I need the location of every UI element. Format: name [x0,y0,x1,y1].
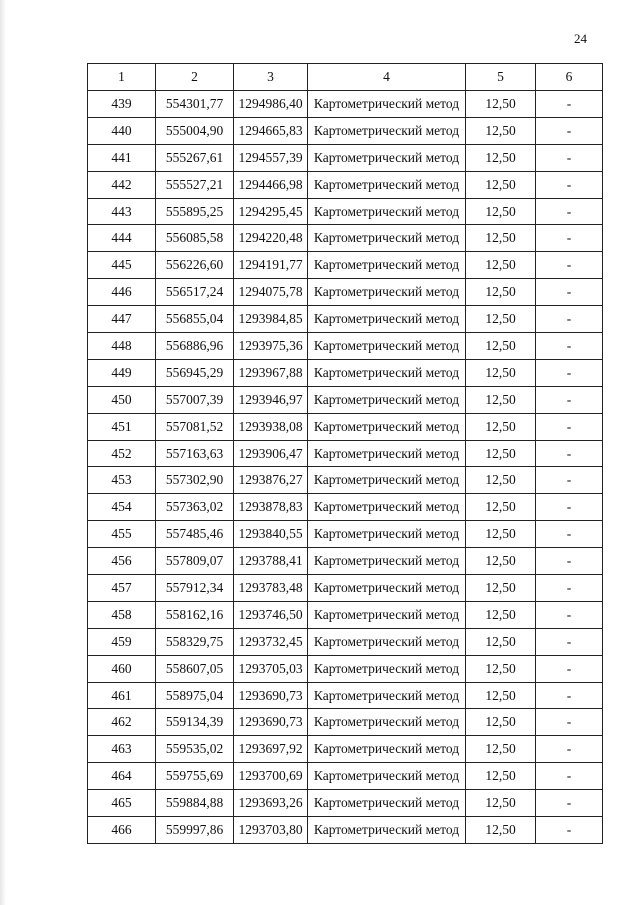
x-coordinate-cell: 557081,52 [156,413,234,440]
method-cell: Картометрический метод [308,763,466,790]
point-number-cell: 465 [88,790,156,817]
accuracy-cell: 12,50 [466,306,536,333]
method-cell: Картометрический метод [308,709,466,736]
point-number-cell: 442 [88,171,156,198]
x-coordinate-cell: 556226,60 [156,252,234,279]
note-cell: - [536,198,603,225]
point-number-cell: 461 [88,682,156,709]
table-row [88,601,603,628]
y-coordinate-cell: 1294191,77 [234,252,308,279]
note-cell: - [536,440,603,467]
point-number-cell: 463 [88,736,156,763]
method-cell: Картометрический метод [308,440,466,467]
y-coordinate-cell: 1293938,08 [234,413,308,440]
accuracy-cell: 12,50 [466,628,536,655]
method-cell: Картометрический метод [308,279,466,306]
note-cell: - [536,628,603,655]
y-coordinate-cell: 1293746,50 [234,601,308,628]
note-cell: - [536,790,603,817]
note-cell: - [536,521,603,548]
point-number-cell: 441 [88,144,156,171]
table-row [88,333,603,360]
method-cell: Картометрический метод [308,817,466,844]
x-coordinate-cell: 555267,61 [156,144,234,171]
y-coordinate-cell: 1294220,48 [234,225,308,252]
x-coordinate-cell: 557485,46 [156,521,234,548]
accuracy-cell: 12,50 [466,279,536,306]
point-number-cell: 443 [88,198,156,225]
y-coordinate-cell: 1294665,83 [234,117,308,144]
table-row [88,790,603,817]
method-cell: Картометрический метод [308,91,466,118]
note-cell: - [536,682,603,709]
method-cell: Картометрический метод [308,548,466,575]
point-number-cell: 447 [88,306,156,333]
accuracy-cell: 12,50 [466,494,536,521]
accuracy-cell: 12,50 [466,225,536,252]
method-cell: Картометрический метод [308,494,466,521]
accuracy-cell: 12,50 [466,575,536,602]
accuracy-cell: 12,50 [466,817,536,844]
method-cell: Картометрический метод [308,386,466,413]
x-coordinate-cell: 558607,05 [156,655,234,682]
method-cell: Картометрический метод [308,790,466,817]
note-cell: - [536,413,603,440]
y-coordinate-cell: 1293697,92 [234,736,308,763]
y-coordinate-cell: 1293690,73 [234,709,308,736]
accuracy-cell: 12,50 [466,144,536,171]
method-cell: Картометрический метод [308,467,466,494]
table-row [88,709,603,736]
point-number-cell: 449 [88,359,156,386]
note-cell: - [536,548,603,575]
note-cell: - [536,225,603,252]
x-coordinate-cell: 556855,04 [156,306,234,333]
table-row [88,521,603,548]
accuracy-cell: 12,50 [466,548,536,575]
table-header-row [88,64,603,91]
method-cell: Картометрический метод [308,682,466,709]
y-coordinate-cell: 1293705,03 [234,655,308,682]
x-coordinate-cell: 556085,58 [156,225,234,252]
table-row [88,494,603,521]
x-coordinate-cell: 557163,63 [156,440,234,467]
table-row [88,91,603,118]
table-row [88,817,603,844]
method-cell: Картометрический метод [308,198,466,225]
x-coordinate-cell: 558975,04 [156,682,234,709]
note-cell: - [536,306,603,333]
note-cell: - [536,467,603,494]
note-cell: - [536,171,603,198]
y-coordinate-cell: 1293703,80 [234,817,308,844]
method-cell: Картометрический метод [308,306,466,333]
accuracy-cell: 12,50 [466,763,536,790]
table-row [88,440,603,467]
y-coordinate-cell: 1294986,40 [234,91,308,118]
accuracy-cell: 12,50 [466,521,536,548]
method-cell: Картометрический метод [308,333,466,360]
table-row [88,359,603,386]
point-number-cell: 456 [88,548,156,575]
table-row [88,306,603,333]
point-number-cell: 439 [88,91,156,118]
table-row [88,467,603,494]
page-number: 24 [574,31,587,46]
point-number-cell: 464 [88,763,156,790]
note-cell: - [536,117,603,144]
note-cell: - [536,494,603,521]
x-coordinate-cell: 559997,86 [156,817,234,844]
method-cell: Картометрический метод [308,601,466,628]
x-coordinate-cell: 557363,02 [156,494,234,521]
y-coordinate-cell: 1293876,27 [234,467,308,494]
table-row [88,252,603,279]
accuracy-cell: 12,50 [466,171,536,198]
x-coordinate-cell: 556517,24 [156,279,234,306]
note-cell: - [536,601,603,628]
method-cell: Картометрический метод [308,628,466,655]
point-number-cell: 457 [88,575,156,602]
table-row [88,736,603,763]
x-coordinate-cell: 559535,02 [156,736,234,763]
x-coordinate-cell: 559134,39 [156,709,234,736]
table-row [88,144,603,171]
method-cell: Картометрический метод [308,575,466,602]
x-coordinate-cell: 558162,16 [156,601,234,628]
table-row [88,171,603,198]
table-row [88,575,603,602]
y-coordinate-cell: 1293783,48 [234,575,308,602]
table-row [88,413,603,440]
y-coordinate-cell: 1293693,26 [234,790,308,817]
point-number-cell: 462 [88,709,156,736]
table-row [88,117,603,144]
x-coordinate-cell: 554301,77 [156,91,234,118]
accuracy-cell: 12,50 [466,467,536,494]
y-coordinate-cell: 1293975,36 [234,333,308,360]
table-row [88,628,603,655]
accuracy-cell: 12,50 [466,601,536,628]
y-coordinate-cell: 1294075,78 [234,279,308,306]
method-cell: Картометрический метод [308,171,466,198]
point-number-cell: 453 [88,467,156,494]
accuracy-cell: 12,50 [466,709,536,736]
note-cell: - [536,763,603,790]
point-number-cell: 458 [88,601,156,628]
table-row [88,225,603,252]
point-number-cell: 466 [88,817,156,844]
header-cell-4: 4 [308,64,466,91]
y-coordinate-cell: 1294557,39 [234,144,308,171]
table-body [88,64,603,844]
y-coordinate-cell: 1293984,85 [234,306,308,333]
accuracy-cell: 12,50 [466,359,536,386]
point-number-cell: 454 [88,494,156,521]
note-cell: - [536,144,603,171]
note-cell: - [536,252,603,279]
point-number-cell: 460 [88,655,156,682]
point-number-cell: 446 [88,279,156,306]
method-cell: Картометрический метод [308,252,466,279]
note-cell: - [536,817,603,844]
table-row [88,655,603,682]
table-row [88,198,603,225]
note-cell: - [536,655,603,682]
y-coordinate-cell: 1293700,69 [234,763,308,790]
table-row [88,763,603,790]
method-cell: Картометрический метод [308,359,466,386]
x-coordinate-cell: 556886,96 [156,333,234,360]
point-number-cell: 452 [88,440,156,467]
header-cell-1: 1 [88,64,156,91]
x-coordinate-cell: 555004,90 [156,117,234,144]
accuracy-cell: 12,50 [466,790,536,817]
y-coordinate-cell: 1293788,41 [234,548,308,575]
method-cell: Картометрический метод [308,736,466,763]
accuracy-cell: 12,50 [466,655,536,682]
accuracy-cell: 12,50 [466,252,536,279]
y-coordinate-cell: 1293690,73 [234,682,308,709]
point-number-cell: 440 [88,117,156,144]
point-number-cell: 455 [88,521,156,548]
accuracy-cell: 12,50 [466,682,536,709]
point-number-cell: 459 [88,628,156,655]
header-cell-6: 6 [536,64,603,91]
point-number-cell: 444 [88,225,156,252]
method-cell: Картометрический метод [308,225,466,252]
x-coordinate-cell: 555895,25 [156,198,234,225]
accuracy-cell: 12,50 [466,440,536,467]
accuracy-cell: 12,50 [466,333,536,360]
note-cell: - [536,359,603,386]
y-coordinate-cell: 1293967,88 [234,359,308,386]
note-cell: - [536,91,603,118]
accuracy-cell: 12,50 [466,413,536,440]
table-row [88,682,603,709]
header-cell-2: 2 [156,64,234,91]
point-number-cell: 451 [88,413,156,440]
note-cell: - [536,575,603,602]
y-coordinate-cell: 1293732,45 [234,628,308,655]
coordinates-table [87,63,603,844]
x-coordinate-cell: 557007,39 [156,386,234,413]
method-cell: Картометрический метод [308,521,466,548]
accuracy-cell: 12,50 [466,198,536,225]
accuracy-cell: 12,50 [466,91,536,118]
scan-edge [0,0,6,905]
table-row [88,548,603,575]
point-number-cell: 448 [88,333,156,360]
y-coordinate-cell: 1294295,45 [234,198,308,225]
point-number-cell: 450 [88,386,156,413]
table-row [88,386,603,413]
method-cell: Картометрический метод [308,413,466,440]
y-coordinate-cell: 1294466,98 [234,171,308,198]
accuracy-cell: 12,50 [466,736,536,763]
method-cell: Картометрический метод [308,655,466,682]
note-cell: - [536,736,603,763]
point-number-cell: 445 [88,252,156,279]
note-cell: - [536,709,603,736]
x-coordinate-cell: 559755,69 [156,763,234,790]
x-coordinate-cell: 558329,75 [156,628,234,655]
accuracy-cell: 12,50 [466,117,536,144]
method-cell: Картометрический метод [308,117,466,144]
header-cell-3: 3 [234,64,308,91]
y-coordinate-cell: 1293840,55 [234,521,308,548]
note-cell: - [536,333,603,360]
x-coordinate-cell: 557302,90 [156,467,234,494]
x-coordinate-cell: 557809,07 [156,548,234,575]
accuracy-cell: 12,50 [466,386,536,413]
x-coordinate-cell: 555527,21 [156,171,234,198]
method-cell: Картометрический метод [308,144,466,171]
x-coordinate-cell: 557912,34 [156,575,234,602]
x-coordinate-cell: 559884,88 [156,790,234,817]
table-row [88,279,603,306]
y-coordinate-cell: 1293878,83 [234,494,308,521]
note-cell: - [536,279,603,306]
x-coordinate-cell: 556945,29 [156,359,234,386]
note-cell: - [536,386,603,413]
header-cell-5: 5 [466,64,536,91]
y-coordinate-cell: 1293906,47 [234,440,308,467]
y-coordinate-cell: 1293946,97 [234,386,308,413]
